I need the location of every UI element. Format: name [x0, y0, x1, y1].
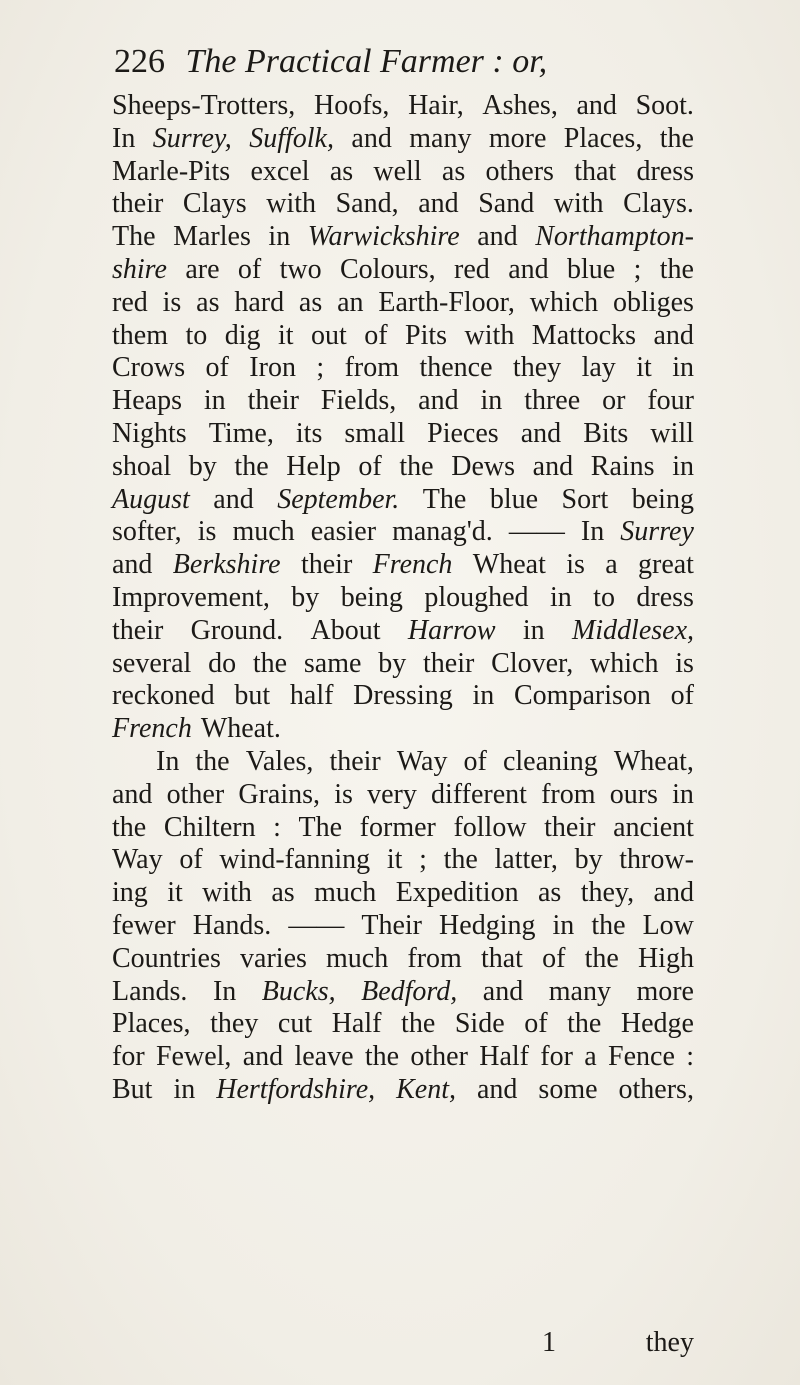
word: of — [179, 844, 203, 876]
text-line — [112, 188, 694, 221]
text-line — [112, 549, 694, 582]
word: Wheat. — [200, 713, 281, 745]
word: they — [512, 352, 562, 384]
word: ours — [609, 778, 658, 810]
word: the — [659, 122, 694, 154]
word: Berkshire — [172, 549, 281, 581]
word: from — [407, 942, 462, 974]
word: latter, — [494, 844, 558, 876]
word: of — [205, 352, 229, 384]
word: Fields, — [320, 385, 397, 417]
word: and — [477, 1073, 518, 1105]
word: Improvement, — [112, 581, 270, 613]
word: In — [580, 516, 605, 548]
word: do — [208, 647, 237, 679]
word: ; — [316, 352, 325, 384]
text-line — [112, 451, 694, 484]
word: with — [202, 877, 252, 909]
word: other — [410, 1041, 468, 1073]
word: dress — [636, 155, 694, 187]
word: many — [409, 122, 472, 154]
word: ing — [112, 877, 148, 909]
text-line — [112, 320, 694, 353]
word: is — [162, 286, 182, 318]
word: it — [167, 877, 183, 909]
word: and — [576, 90, 617, 121]
word: Hedge — [620, 1008, 694, 1040]
word: —— — [508, 516, 565, 548]
word: shoal — [112, 450, 172, 482]
word: Countries — [112, 942, 221, 974]
page-number: 226 — [114, 43, 165, 80]
word: French — [372, 549, 453, 581]
text-line — [112, 812, 694, 845]
word: Expedition — [395, 877, 519, 909]
word: the — [195, 746, 230, 777]
word: as — [329, 155, 354, 187]
text-line — [112, 1041, 694, 1074]
word: Side — [454, 1008, 505, 1040]
word: Heaps — [112, 385, 182, 417]
word: Dressing — [353, 680, 453, 712]
word: of — [358, 450, 382, 482]
word: Kent, — [396, 1073, 457, 1105]
word: and — [418, 385, 459, 417]
word: High — [637, 942, 694, 974]
word: Bucks, — [261, 975, 336, 1007]
word: others — [485, 155, 554, 187]
word: with — [464, 319, 515, 351]
running-title: The Practical Farmer : or, — [185, 43, 548, 80]
word: Surrey — [620, 516, 694, 548]
word: of — [524, 1008, 548, 1040]
word: some — [538, 1073, 598, 1105]
word: of — [670, 680, 694, 712]
word: by — [574, 844, 603, 876]
text-line — [112, 123, 694, 156]
word: and — [653, 319, 694, 351]
text-line — [112, 746, 694, 779]
word: will — [650, 417, 694, 449]
text-line — [112, 516, 694, 549]
word: the — [401, 1008, 436, 1040]
word: Middlesex, — [571, 614, 694, 646]
word: softer, — [112, 516, 182, 548]
word: manag'd. — [392, 516, 493, 548]
word: that — [480, 942, 523, 974]
word: in — [672, 352, 694, 384]
word: Colours, — [339, 253, 436, 285]
word: Wheat, — [613, 746, 694, 777]
text-line — [112, 910, 694, 943]
text-line — [112, 352, 694, 385]
word: and — [112, 778, 153, 810]
word: But — [112, 1073, 153, 1105]
word: Hertfordshire, — [216, 1073, 376, 1105]
word: Help — [286, 450, 341, 482]
word: Marle-Pits — [112, 155, 231, 187]
paragraph-1 — [112, 90, 694, 746]
word: in — [672, 778, 694, 810]
word: Sand, — [335, 188, 399, 220]
word: Ashes, — [482, 90, 558, 121]
text-line — [112, 484, 694, 517]
word: Sort — [561, 483, 609, 515]
word: the — [591, 909, 626, 941]
word: About — [310, 614, 381, 646]
catchword: they — [645, 1327, 694, 1358]
word: by — [188, 450, 217, 482]
word: from — [541, 778, 596, 810]
word: it — [636, 352, 652, 384]
word: Low — [642, 909, 694, 941]
word: throw- — [619, 844, 694, 876]
word: which — [590, 647, 659, 679]
word: are — [185, 253, 220, 285]
word: same — [303, 647, 362, 679]
word: and — [653, 877, 694, 909]
text-line — [112, 648, 694, 681]
word: and — [482, 975, 524, 1007]
word: cleaning — [502, 746, 598, 777]
word: being — [340, 581, 403, 613]
word: different — [431, 778, 527, 810]
word: others, — [618, 1073, 694, 1105]
page-header — [114, 36, 694, 88]
text-line — [112, 713, 694, 746]
word: Way — [396, 746, 448, 777]
word: ancient — [613, 811, 694, 843]
paragraph-2 — [112, 746, 694, 1107]
word: small — [344, 417, 406, 449]
word: and — [418, 188, 459, 220]
word: Dews — [451, 450, 516, 482]
word: in — [268, 221, 291, 253]
word: their — [300, 549, 353, 581]
word: fewer — [112, 909, 176, 941]
text-line — [112, 877, 694, 910]
word: that — [574, 155, 617, 187]
word: in — [173, 1073, 196, 1105]
word: August — [112, 483, 190, 515]
word: great — [638, 549, 694, 581]
text-line — [112, 1074, 694, 1107]
text-line — [112, 287, 694, 320]
word: cut — [277, 1008, 313, 1040]
word: blue — [489, 483, 539, 515]
word: follow — [453, 811, 527, 843]
word: ; — [419, 844, 427, 876]
word: as — [271, 877, 295, 909]
word: reckoned — [112, 680, 215, 712]
text-line — [112, 90, 694, 123]
word: and — [477, 221, 518, 253]
word: for — [112, 1041, 145, 1073]
word: other — [166, 778, 225, 810]
word: Lands. — [112, 975, 188, 1007]
word: their — [423, 647, 475, 679]
text-line — [112, 385, 694, 418]
word: as — [441, 155, 466, 187]
word: Rains — [590, 450, 655, 482]
word: which — [529, 286, 599, 318]
word: : — [273, 811, 281, 843]
word: Suffolk, — [249, 122, 334, 154]
word: Their — [361, 909, 423, 941]
word: to — [185, 319, 208, 351]
word: easier — [310, 516, 377, 548]
word: half — [289, 680, 334, 712]
word: is — [334, 778, 353, 810]
word: the — [584, 942, 619, 974]
word: Surrey, — [152, 122, 232, 154]
word: and — [351, 122, 392, 154]
word: Places, — [563, 122, 643, 154]
page-footer — [112, 1326, 694, 1360]
word: and — [532, 450, 574, 482]
word: lay — [581, 352, 616, 384]
word: their — [112, 614, 164, 646]
signature-mark: 1 — [542, 1327, 556, 1358]
word: as — [298, 286, 323, 318]
word: Sand — [478, 188, 535, 220]
word: Half — [331, 1008, 382, 1040]
word: ploughed — [424, 581, 529, 613]
word: from — [344, 352, 400, 384]
word: much — [314, 877, 377, 909]
word: in — [522, 614, 545, 646]
word: many — [548, 975, 611, 1007]
word: and — [242, 1041, 284, 1073]
word: to — [593, 581, 615, 613]
word: the — [443, 844, 478, 876]
word: obliges — [613, 286, 694, 318]
word: Chiltern — [163, 811, 256, 843]
word: their — [112, 188, 164, 220]
word: Half — [479, 1041, 529, 1073]
word: of — [237, 253, 262, 285]
word: Pieces — [427, 417, 499, 449]
word: varies — [240, 942, 307, 974]
word: a — [605, 549, 618, 581]
word: a — [584, 1041, 597, 1073]
word: September. — [277, 483, 400, 515]
word: and — [213, 483, 254, 515]
word: more — [636, 975, 694, 1007]
word: shire — [112, 253, 167, 285]
word: In — [212, 975, 237, 1007]
text-line — [112, 221, 694, 254]
word: Hedging — [439, 909, 536, 941]
word: it — [277, 319, 294, 351]
word: Harrow — [407, 614, 496, 646]
word: but — [234, 680, 271, 712]
word: the — [364, 1041, 400, 1073]
word: Pits — [405, 319, 448, 351]
word: their — [247, 385, 299, 417]
word: Time, — [208, 417, 274, 449]
word: it — [386, 844, 403, 876]
word: blue — [567, 253, 616, 285]
word: excel — [250, 155, 310, 187]
word: thence — [419, 352, 493, 384]
word: of — [463, 746, 487, 777]
word: hard — [234, 286, 285, 318]
word: Clays. — [623, 188, 694, 220]
word: the — [112, 811, 147, 843]
word: Mattocks — [531, 319, 637, 351]
word: Hands. — [192, 909, 272, 941]
word: Clays — [182, 188, 247, 220]
word: them — [112, 319, 168, 351]
text-line — [112, 615, 694, 648]
word: Bits — [583, 417, 629, 449]
word: very — [367, 778, 417, 810]
word: in — [672, 450, 694, 482]
word: The — [422, 483, 467, 515]
word: Fence — [608, 1041, 675, 1073]
word: in — [203, 385, 226, 417]
text-line — [112, 680, 694, 713]
word: former — [359, 811, 436, 843]
word: in — [480, 385, 503, 417]
word: —— — [288, 909, 345, 941]
word: with — [266, 188, 317, 220]
word: in — [552, 909, 575, 941]
word: the — [567, 1008, 602, 1040]
word: red — [454, 253, 490, 285]
word: dig — [224, 319, 261, 351]
word: the — [252, 647, 288, 679]
word: ; — [633, 253, 642, 285]
word: much — [326, 942, 389, 974]
text-line — [112, 844, 694, 877]
word: wind-fanning — [219, 844, 371, 876]
text-line — [112, 582, 694, 615]
word: : — [686, 1041, 694, 1073]
word: Marles — [173, 221, 251, 253]
word: Nights — [112, 417, 187, 449]
word: In — [112, 122, 136, 154]
word: Grains, — [238, 778, 320, 810]
text-line — [112, 943, 694, 976]
word: in — [549, 581, 572, 613]
word: with — [553, 188, 604, 220]
word: Northampton- — [535, 221, 694, 253]
word: two — [279, 253, 322, 285]
word: by — [378, 647, 407, 679]
word: Ground. — [190, 614, 284, 646]
word: they, — [580, 877, 635, 909]
text-line — [112, 254, 694, 287]
word: The — [112, 221, 156, 253]
word: three — [524, 385, 581, 417]
word: an — [337, 286, 364, 318]
word: dress — [636, 581, 694, 613]
word: for — [540, 1041, 573, 1073]
word: Wheat — [472, 549, 546, 581]
word: as — [537, 877, 562, 909]
word: the — [659, 253, 694, 285]
word: of — [542, 942, 566, 974]
word: Bedford, — [361, 975, 458, 1007]
word: their — [329, 746, 381, 777]
word: and — [112, 549, 153, 581]
text-line — [112, 418, 694, 451]
word: Sheeps-Trotters, — [112, 90, 296, 121]
word: four — [647, 385, 694, 417]
word: the — [399, 450, 434, 482]
word: as — [196, 286, 220, 318]
text-line — [112, 1008, 694, 1041]
word: the — [234, 450, 269, 482]
word: by — [291, 581, 320, 613]
text-line — [112, 976, 694, 1009]
word: much — [232, 516, 295, 548]
word: is — [197, 516, 217, 548]
word: is — [566, 549, 585, 581]
word: more — [488, 122, 547, 154]
word: The — [298, 811, 343, 843]
word: French — [112, 713, 192, 745]
word: Warwickshire — [307, 221, 460, 253]
word: Hair, — [408, 90, 464, 121]
word: they — [210, 1008, 259, 1040]
word: Places, — [112, 1008, 191, 1040]
word: is — [675, 647, 694, 679]
word: Iron — [249, 352, 296, 384]
word: red — [112, 286, 148, 318]
word: Hoofs, — [313, 90, 390, 121]
word: out — [311, 319, 347, 351]
word: in — [472, 680, 495, 712]
word: Earth-Floor, — [378, 286, 515, 318]
text-line — [112, 156, 694, 189]
word: Soot. — [635, 90, 694, 121]
word: and — [520, 417, 562, 449]
word: of — [364, 319, 388, 351]
word: Crows — [112, 352, 186, 384]
word: Way — [112, 844, 163, 876]
word: being — [631, 483, 694, 515]
word: Clover, — [491, 647, 574, 679]
word: In — [156, 746, 180, 777]
word: its — [295, 417, 323, 449]
word: their — [544, 811, 596, 843]
word: Fewel, — [155, 1041, 232, 1073]
word: and — [508, 253, 549, 285]
word: Comparison — [514, 680, 651, 712]
word: well — [373, 155, 422, 187]
word: leave — [294, 1041, 354, 1073]
text-line — [112, 779, 694, 812]
word: or — [602, 385, 626, 417]
word: several — [112, 647, 192, 679]
word: Vales, — [245, 746, 314, 777]
